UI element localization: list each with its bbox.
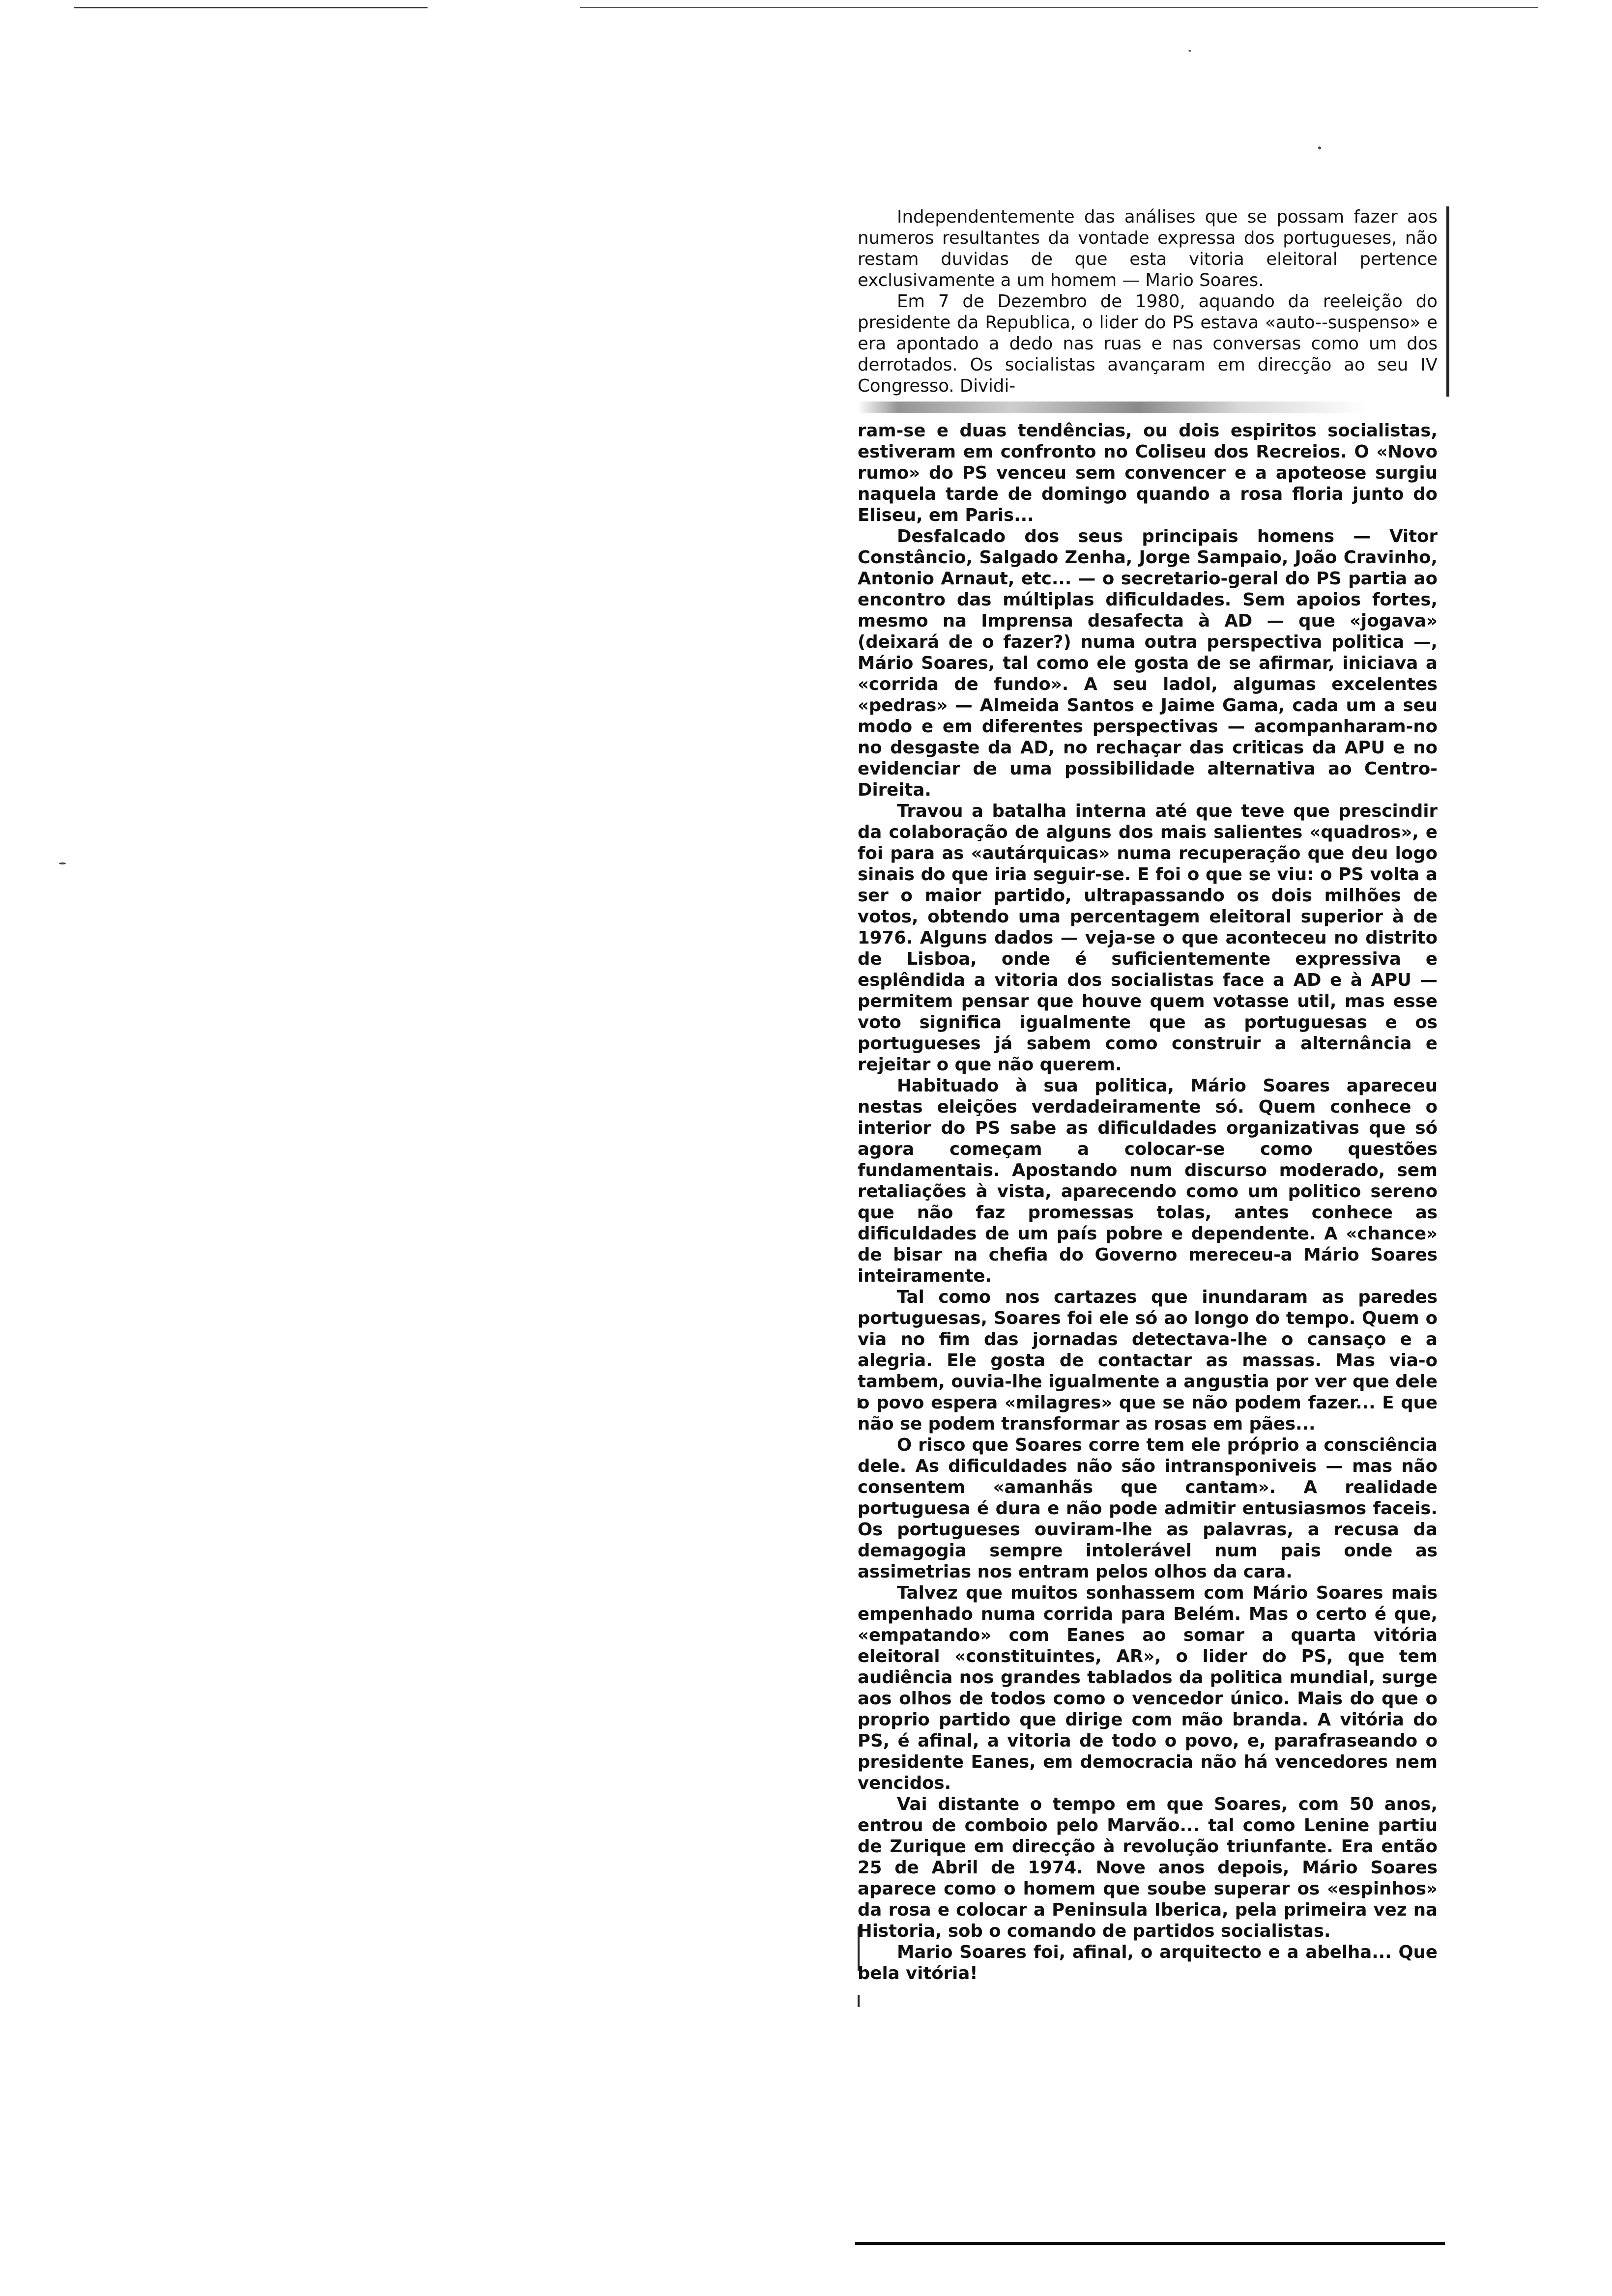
bottom-rule — [855, 2242, 1445, 2245]
paragraph: O risco que Soares corre tem ele próprio a consciência dele. As dificuldades não são intransponiveis — mas não consentem «amanhãs que cantam». A realidade portuguesa é dura e não pode admitir entusiasmos faceis. Os portugueses ouviram-lhe as palavras, a recusa da demagogia sempre intolerável num pais onde as assimetrias nos entram pelos olhos da cara. — [858, 1435, 1438, 1582]
top-edge-rule-right — [580, 7, 1538, 8]
paragraph: Tal como nos cartazes que inundaram as paredes portuguesas, Soares foi ele só ao longo do tempo. Quem o via no fim das jornadas detectava-lhe o cansaço e a alegria. Ele gosta de contactar as massas. Mas via-o tambem, ouvia-lhe igualmente a angustia por ver que dele o povo espera «milagres» que se não podem fazer... E que não se podem transformar as rosas em pães... — [858, 1287, 1438, 1434]
lead-block — [858, 206, 1449, 397]
scan-speck — [59, 862, 66, 864]
print-smudge — [858, 402, 1368, 413]
paragraph: Talvez que muitos sonhassem com Mário Soares mais empenhado numa corrida para Belém. Mas o certo é que, «empatando» com Eanes ao somar a quarta vitória eleitoral «constituintes, AR», o lider do PS, que tem audiência nos grandes tablados da politica mundial, surge aos olhos de todos como o vencedor único. Mais do que o proprio partido que dirige com mão branda. A vitória do PS, é afinal, a vitoria de todo o povo, e, parafraseando o presidente Eanes, em democracia não há vencedores nem vencidos. — [858, 1583, 1438, 1793]
paragraph: Travou a batalha interna até que teve que prescindir da colaboração de alguns dos mais salientes «quadros», e foi para as «autárquicas» numa recuperação que deu logo sinais do que iria seguir-se. E foi o que se viu: o PS volta a ser o maior partido, ultrapassando os dois milhões de votos, obtendo uma percentagem eleitoral superior à de 1976. Alguns dados — veja-se o que aconteceu no distrito de Lisboa, onde é suficientemente expressiva e esplêndida a vitoria dos socialistas face a AD e à APU — permitem pensar que houve quem votasse util, mas esse voto significa igualmente que as portuguesas e os portugueses já sabem como construir a alternância e rejeitar o que não querem. — [858, 801, 1438, 1075]
paragraph: Desfalcado dos seus principais homens — Vitor Constâncio, Salgado Zenha, Jorge Sampaio, João Cravinho, Antonio Arnaut, etc... — o secretario-geral do PS partia ao encontro das múltiplas dificuldades. Sem apoios fortes, mesmo na Imprensa desafecta à AD — que «jogava» (deixará de o fazer?) numa outra perspectiva politica —, Mário Soares, tal como ele gosta de se afirmar, iniciava a «corrida de fundo». A seu ladol, algumas excelentes «pedras» — Almeida Santos e Jaime Gama, cada um a seu modo e em diferentes perspectivas — acompanharam-no no desgaste da AD, no rechaçar das criticas da APU e no evidenciar de uma possibilidade alternativa ao Centro-Direita. — [858, 526, 1438, 800]
paragraph: Em 7 de Dezembro de 1980, aquando da reeleição do presidente da Republica, o lider do PS estava «auto--suspenso» e era apontado a dedo nas ruas e nas conversas como um dos derrotados. Os socialistas avançaram em direcção ao seu IV Congresso. Dividi- — [858, 291, 1438, 396]
top-edge-rule-left — [74, 7, 428, 8]
article-column — [858, 206, 1438, 1984]
paragraph: Habituado à sua politica, Mário Soares apareceu nestas eleições verdadeiramente só. Quem conhece o interior do PS sabe as dificuldades organizativas que só agora começam a colocar-se como questões fundamentais. Apostando num discurso moderado, sem retaliações à vista, aparecendo como um politico sereno que não faz promessas tolas, antes conhece as dificuldades de um país pobre e dependente. A «chance» de bisar na chefia do Governo mereceu-a Mário Soares inteiramente. — [858, 1076, 1438, 1286]
paragraph: Independentemente das análises que se possam fazer aos numeros resultantes da vontade expressa dos portugueses, não restam duvidas de que esta vitoria eleitoral pertence exclusivamente a um homem — Mario Soares. — [858, 207, 1438, 290]
paragraph: Mario Soares foi, afinal, o arquitecto e a abelha... Que bela vitória! — [858, 1942, 1438, 1983]
margin-mark — [858, 1995, 860, 2007]
scan-speck — [1318, 146, 1321, 149]
paragraph: Vai distante o tempo em que Soares, com 50 anos, entrou de comboio pelo Marvão... tal como Lenine partiu de Zurique em direcção à revolução triunfante. Era então 25 de Abril de 1974. Nove anos depois, Mário Soares aparece como o homem que soube superar os «espinhos» da rosa e colocar a Peninsula Iberica, pela primeira vez na Historia, sob o comando de partidos socialistas. — [858, 1794, 1438, 1941]
scan-speck — [1188, 50, 1191, 52]
paragraph: ram-se e duas tendências, ou dois espiritos socialistas, estiveram em confronto no Coliseu dos Recreios. O «Novo rumo» do PS venceu sem convencer e a apoteose surgiu naquela tarde de domingo quando a rosa floria junto do Eliseu, em Paris... — [858, 421, 1438, 525]
